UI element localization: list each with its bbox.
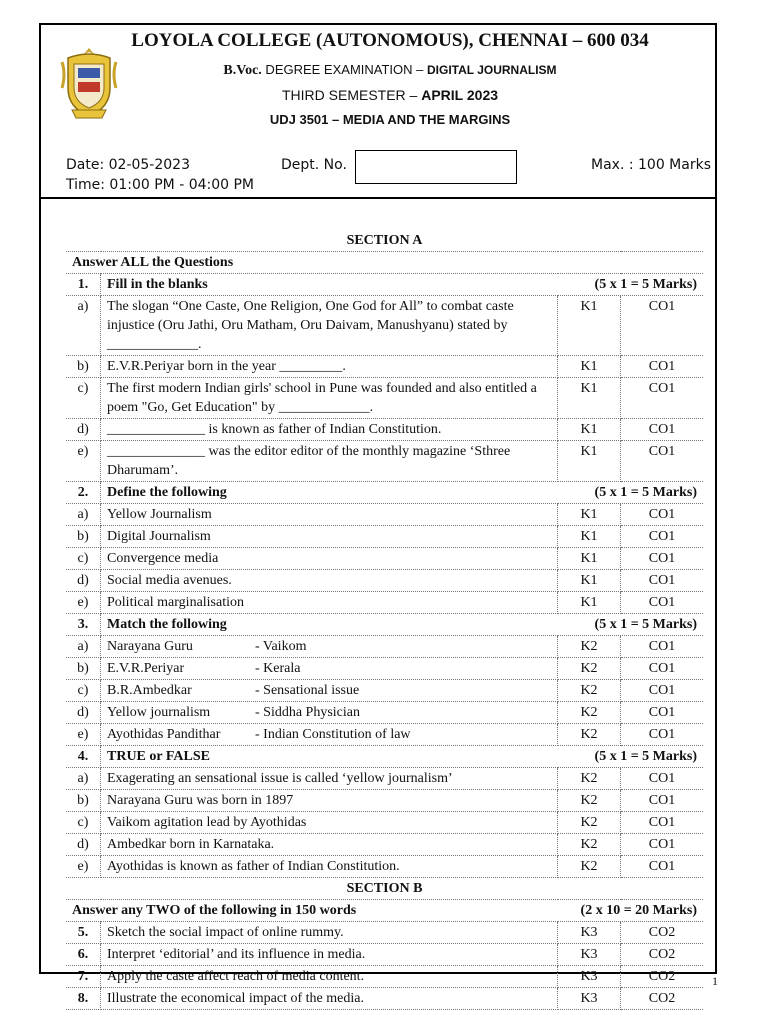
knowledge-level: K1 <box>558 356 621 378</box>
course-outcome: CO1 <box>621 856 704 878</box>
question-number: 1. <box>66 274 101 296</box>
header-divider <box>39 197 717 199</box>
section-a-title: SECTION A <box>66 230 703 252</box>
match-right: - Siddha Physician <box>255 705 360 720</box>
semester-month: APRIL 2023 <box>421 87 499 103</box>
course-outcome: CO2 <box>621 944 704 966</box>
list-item <box>66 570 703 592</box>
item-label: a) <box>66 636 101 658</box>
college-title: LOYOLA COLLEGE (AUTONOMOUS), CHENNAI – 600 034 <box>131 30 649 51</box>
knowledge-level: K2 <box>558 812 621 834</box>
list-item <box>66 526 703 548</box>
match-right: - Kerala <box>255 661 301 676</box>
question-marks: (5 x 1 = 5 Marks) <box>558 274 704 296</box>
list-item <box>66 768 703 790</box>
match-left: B.R.Ambedkar <box>107 683 192 698</box>
question-title: TRUE or FALSE <box>101 746 558 768</box>
item-label: c) <box>66 548 101 570</box>
section-row <box>66 878 703 900</box>
list-item <box>66 856 703 878</box>
item-label: a) <box>66 768 101 790</box>
knowledge-level: K2 <box>558 680 621 702</box>
knowledge-level: K2 <box>558 768 621 790</box>
course-outcome: CO1 <box>621 702 704 724</box>
course-outcome: CO1 <box>621 636 704 658</box>
degree-subject: DIGITAL JOURNALISM <box>427 63 557 77</box>
knowledge-level: K3 <box>558 922 621 944</box>
match-left: Ayothidas Pandithar <box>107 727 221 742</box>
item-label: b) <box>66 526 101 548</box>
item-text: Vaikom agitation lead by Ayothidas <box>101 812 558 834</box>
knowledge-level: K2 <box>558 724 621 746</box>
list-item <box>66 966 703 988</box>
item-text: The first modern Indian girls' school in Pune was founded and also entitled a poem "Go, Get Education" by _____________. <box>101 378 558 419</box>
match-left: Narayana Guru <box>107 639 193 654</box>
item-text: ______________ is known as father of Indian Constitution. <box>101 419 558 441</box>
question-number: 2. <box>66 482 101 504</box>
item-label: d) <box>66 570 101 592</box>
item-text: Apply the caste affect reach of media content. <box>101 966 558 988</box>
course-outcome: CO2 <box>621 988 704 1010</box>
list-item <box>66 378 703 419</box>
match-item <box>101 658 558 680</box>
max-marks: Max. : 100 Marks <box>591 157 711 173</box>
knowledge-level: K1 <box>558 504 621 526</box>
dept-number-box[interactable] <box>355 150 517 184</box>
match-item <box>101 702 558 724</box>
item-text: Convergence media <box>101 548 558 570</box>
item-label: d) <box>66 702 101 724</box>
question-marks: (5 x 1 = 5 Marks) <box>558 746 704 768</box>
paper-title: UDJ 3501 – MEDIA AND THE MARGINS <box>269 112 511 127</box>
item-text: Interpret ‘editorial’ and its influence in media. <box>101 944 558 966</box>
item-label: c) <box>66 378 101 419</box>
list-item <box>66 636 703 658</box>
course-outcome: CO1 <box>621 441 704 482</box>
item-label: b) <box>66 790 101 812</box>
question-title: Fill in the blanks <box>101 274 558 296</box>
course-outcome: CO1 <box>621 834 704 856</box>
exam-date: Date: 02-05-2023 <box>66 157 190 173</box>
item-text: Ambedkar born in Karnataka. <box>101 834 558 856</box>
course-outcome: CO1 <box>621 548 704 570</box>
instruction-row <box>66 900 703 922</box>
list-item <box>66 419 703 441</box>
item-label: e) <box>66 724 101 746</box>
question-marks: (5 x 1 = 5 Marks) <box>558 614 704 636</box>
course-outcome: CO1 <box>621 768 704 790</box>
question-number: 7. <box>66 966 101 988</box>
question-number: 5. <box>66 922 101 944</box>
item-text: Political marginalisation <box>101 592 558 614</box>
course-outcome: CO1 <box>621 504 704 526</box>
course-outcome: CO1 <box>621 680 704 702</box>
question-title: Match the following <box>101 614 558 636</box>
list-item <box>66 548 703 570</box>
course-outcome: CO1 <box>621 812 704 834</box>
match-right: - Vaikom <box>255 639 307 654</box>
dept-label: Dept. No. <box>281 157 347 173</box>
list-item <box>66 834 703 856</box>
item-text: E.V.R.Periyar born in the year _________. <box>101 356 558 378</box>
list-item <box>66 812 703 834</box>
item-label: e) <box>66 592 101 614</box>
question-number: 8. <box>66 988 101 1010</box>
course-outcome: CO1 <box>621 526 704 548</box>
item-text: Ayothidas is known as father of Indian Constitution. <box>101 856 558 878</box>
item-text: ______________ was the editor editor of the monthly magazine ‘Sthree Dharumam’. <box>101 441 558 482</box>
item-label: a) <box>66 504 101 526</box>
knowledge-level: K2 <box>558 658 621 680</box>
knowledge-level: K2 <box>558 856 621 878</box>
page-number: 1 <box>712 974 718 988</box>
item-label: e) <box>66 856 101 878</box>
course-outcome: CO1 <box>621 724 704 746</box>
item-label: e) <box>66 441 101 482</box>
degree-prefix: B.Voc. <box>223 63 262 78</box>
item-text: Illustrate the economical impact of the media. <box>101 988 558 1010</box>
item-label: b) <box>66 356 101 378</box>
question-marks: (5 x 1 = 5 Marks) <box>558 482 704 504</box>
question-table <box>66 230 703 1010</box>
match-right: - Indian Constitution of law <box>255 727 411 742</box>
degree-line <box>120 62 660 79</box>
list-item <box>66 944 703 966</box>
knowledge-level: K2 <box>558 790 621 812</box>
list-item <box>66 724 703 746</box>
list-item <box>66 680 703 702</box>
knowledge-level: K1 <box>558 526 621 548</box>
knowledge-level: K1 <box>558 570 621 592</box>
list-item <box>66 296 703 356</box>
item-label: d) <box>66 419 101 441</box>
item-text: Yellow Journalism <box>101 504 558 526</box>
knowledge-level: K2 <box>558 636 621 658</box>
list-item <box>66 592 703 614</box>
knowledge-level: K3 <box>558 966 621 988</box>
list-item <box>66 356 703 378</box>
knowledge-level: K2 <box>558 834 621 856</box>
list-item <box>66 790 703 812</box>
knowledge-level: K1 <box>558 378 621 419</box>
semester-prefix: THIRD SEMESTER – <box>281 87 422 103</box>
question-1-header <box>66 274 703 296</box>
match-right: - Sensational issue <box>255 683 360 698</box>
item-label: a) <box>66 296 101 356</box>
item-label: b) <box>66 658 101 680</box>
item-text: Exagerating an sensational issue is called ‘yellow journalism’ <box>101 768 558 790</box>
section-row <box>66 230 703 252</box>
knowledge-level: K1 <box>558 441 621 482</box>
match-left: E.V.R.Periyar <box>107 661 185 676</box>
knowledge-level: K1 <box>558 296 621 356</box>
instruction-row <box>66 252 703 274</box>
list-item <box>66 441 703 482</box>
item-text: The slogan “One Caste, One Religion, One God for All” to combat caste injustice (Oru Jathi, Oru Matham, Oru Daivam, Manushyanu) stated by _____________. <box>101 296 558 356</box>
course-outcome: CO1 <box>621 570 704 592</box>
question-4-header <box>66 746 703 768</box>
course-outcome: CO1 <box>621 356 704 378</box>
list-item <box>66 504 703 526</box>
list-item <box>66 702 703 724</box>
exam-time: Time: 01:00 PM - 04:00 PM <box>66 177 255 193</box>
course-outcome: CO1 <box>621 790 704 812</box>
course-outcome: CO1 <box>621 378 704 419</box>
item-text: Digital Journalism <box>101 526 558 548</box>
section-b-title: SECTION B <box>66 878 703 900</box>
knowledge-level: K3 <box>558 944 621 966</box>
course-outcome: CO1 <box>621 592 704 614</box>
knowledge-level: K1 <box>558 548 621 570</box>
list-item <box>66 988 703 1010</box>
list-item <box>66 658 703 680</box>
item-text: Sketch the social impact of online rummy. <box>101 922 558 944</box>
item-text: Social media avenues. <box>101 570 558 592</box>
semester-line <box>120 87 660 103</box>
course-outcome: CO1 <box>621 658 704 680</box>
item-label: d) <box>66 834 101 856</box>
section-b-instruction: Answer any TWO of the following in 150 words <box>66 900 558 922</box>
course-outcome: CO2 <box>621 966 704 988</box>
knowledge-level: K1 <box>558 419 621 441</box>
section-b-marks: (2 x 10 = 20 Marks) <box>558 900 704 922</box>
section-a-instruction: Answer ALL the Questions <box>66 252 703 274</box>
item-label: c) <box>66 680 101 702</box>
knowledge-level: K2 <box>558 702 621 724</box>
match-left: Yellow journalism <box>107 705 211 720</box>
knowledge-level: K3 <box>558 988 621 1010</box>
degree-mid: DEGREE EXAMINATION – <box>261 62 427 77</box>
course-outcome: CO2 <box>621 922 704 944</box>
match-item <box>101 680 558 702</box>
question-number: 6. <box>66 944 101 966</box>
question-3-header <box>66 614 703 636</box>
match-item <box>101 724 558 746</box>
course-outcome: CO1 <box>621 296 704 356</box>
question-2-header <box>66 482 703 504</box>
item-text: Narayana Guru was born in 1897 <box>101 790 558 812</box>
knowledge-level: K1 <box>558 592 621 614</box>
course-outcome: CO1 <box>621 419 704 441</box>
list-item <box>66 922 703 944</box>
match-item <box>101 636 558 658</box>
item-label: c) <box>66 812 101 834</box>
question-number: 3. <box>66 614 101 636</box>
question-number: 4. <box>66 746 101 768</box>
college-crest-logo <box>60 44 118 120</box>
question-title: Define the following <box>101 482 558 504</box>
